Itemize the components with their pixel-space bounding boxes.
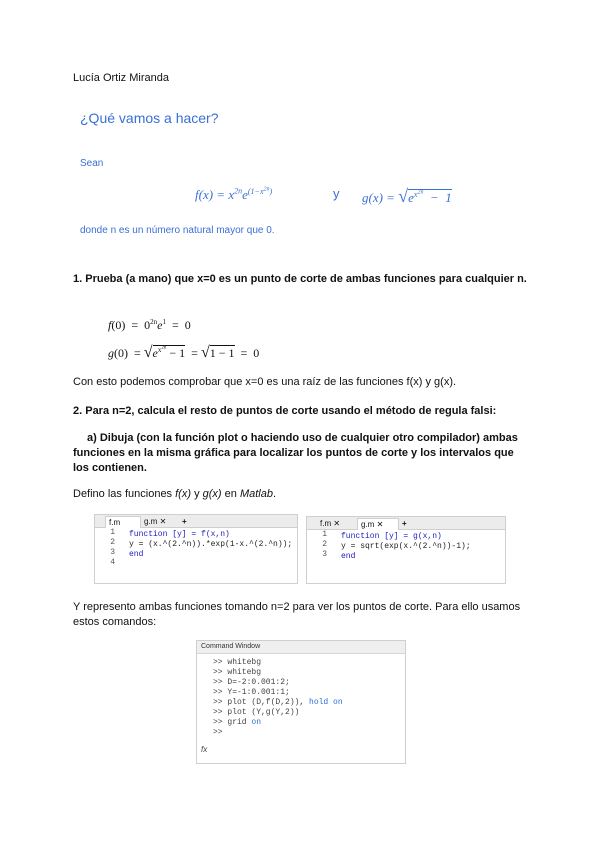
represento-text: Y represento ambas funciones tomando n=2 para ver los puntos de corte. Para ello usamos estos comandos: — [73, 601, 521, 628]
donde-text: donde n es un número natural mayor que 0. — [80, 225, 275, 236]
defino-prefix: Defino las funciones — [73, 488, 176, 500]
con-esto-text: Con esto podemos comprobar que x=0 es una raíz de las funciones f(x) y g(x). — [73, 376, 457, 388]
y-connector: y — [333, 186, 340, 201]
editor-g — [306, 516, 506, 584]
editor-f — [94, 514, 298, 584]
defino-mid: y — [191, 488, 203, 500]
editor-tabs — [95, 515, 297, 528]
equation-g0: $g(0) = √e^{x^{2n}} - 1 = √1 - 1 = 0$ — [108, 344, 260, 361]
sean-label: Sean — [80, 158, 104, 169]
editor-tabs — [307, 517, 505, 530]
line-numbers: 1 2 3 — [322, 530, 327, 559]
close-icon[interactable]: ✕ — [159, 517, 167, 526]
tab-f[interactable]: f.m — [105, 516, 141, 528]
section-heading: ¿Qué vamos a hacer? — [80, 110, 219, 126]
line-numbers: 1 2 3 4 — [110, 528, 115, 567]
command-window-title: Command Window — [197, 641, 405, 654]
question-2a-text: a) Dibuja (con la función plot o haciendo uso de cualquier otro compilador) ambas funciones en la misma gráfica para localizar los puntos de corte y los intervalos que los contienen. — [73, 432, 518, 474]
code-area[interactable]: function [y] = g(x,n) y = sqrt(exp(x.^(2.^n))-1); end — [341, 532, 471, 561]
author-name: Lucía Ortiz Miranda — [73, 72, 169, 84]
add-tab-icon[interactable]: + — [402, 519, 407, 528]
question-1: 1. Prueba (a mano) que x=0 es un punto de corte de ambas funciones para cualquier n. — [73, 273, 527, 285]
equation-f0: $f(0) = 0^{2n}e^1 = 0$ — [108, 318, 191, 332]
tab-g[interactable]: g.m ✕ — [357, 518, 399, 530]
tab-g[interactable]: g.m ✕ — [144, 517, 167, 526]
tab-f[interactable]: f.m ✕ — [320, 519, 341, 528]
defino-en: en — [221, 488, 240, 500]
command-lines[interactable]: >> whitebg >> whitebg >> D=-2:0.001:2; >> Y=-1:0.001:1; >> plot (D,f(D,2)), hold on >> plot (Y,g(Y,2)) >> grid on >> — [213, 658, 343, 737]
question-2: 2. Para n=2, calcula el resto de puntos de corte usando el método de regula falsi: — [73, 405, 497, 417]
f-definition: $f(x) = x^{2n}e^{(1-x^{2n})}$ — [195, 186, 273, 202]
defino-gx: g(x) — [202, 488, 222, 500]
add-tab-icon[interactable]: + — [182, 517, 187, 526]
function-definitions — [195, 186, 495, 216]
defino-fx: f(x) — [175, 488, 192, 500]
g-definition: $g(x) = √e^{x^{2n}} - 1$ — [362, 186, 452, 206]
code-area[interactable]: function [y] = f(x,n) y = (x.^(2.^n)).*exp(1-x.^(2.^n)); end — [129, 530, 293, 559]
command-window[interactable] — [196, 640, 406, 764]
fx-icon[interactable]: fx — [201, 745, 208, 754]
defino-text — [73, 488, 276, 500]
close-icon[interactable]: ✕ — [333, 519, 341, 528]
close-icon[interactable]: ✕ — [376, 520, 384, 529]
defino-end: . — [272, 488, 277, 500]
defino-matlab: Matlab — [239, 488, 273, 500]
question-2a — [73, 431, 528, 476]
